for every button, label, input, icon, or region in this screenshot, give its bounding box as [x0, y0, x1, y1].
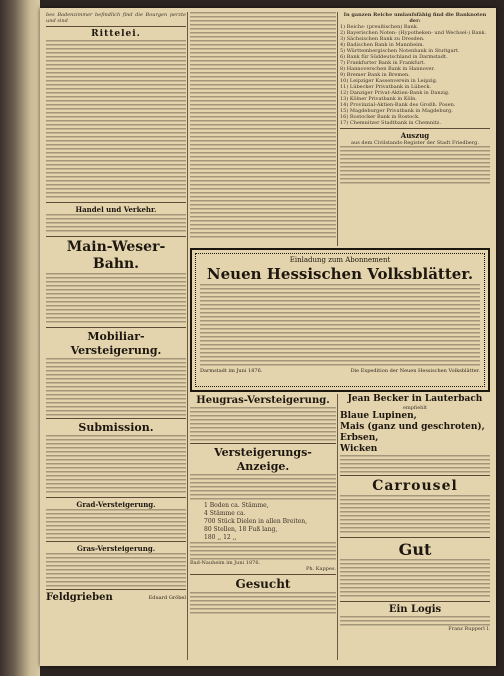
banknote-list-item: 2) Bayerischen Noten- (Hypotheken- und Wechsel-) Bank. — [340, 30, 487, 36]
newspaper-page — [40, 8, 496, 666]
banknote-list-item: 4) Badischen Bank in Mannheim. — [340, 42, 425, 48]
invitation-subtitle: Neuen Hessischen Volksblätter. — [206, 265, 474, 283]
ad-text — [46, 273, 186, 325]
ad-place-date: Bad-Nauheim im Juni 1876. — [190, 560, 261, 566]
book-binding — [0, 0, 40, 676]
invitation-text — [200, 284, 480, 366]
ad-heugras: Heugras-Versteigerung. — [196, 395, 330, 406]
column-right-bottom — [340, 394, 490, 660]
banknote-list-item: 14) Provinzial-Aktien-Bank des Großh. Posen. — [340, 102, 456, 108]
ad-gut: Gut — [398, 540, 432, 559]
ad-text — [46, 435, 186, 495]
product-line: Wicken — [340, 444, 378, 454]
product-line: Blaue Lupinen, — [340, 411, 417, 421]
ad-feldgrieben: Feldgrieben — [46, 592, 113, 603]
banknote-list-item: 8) Hannoverschen Bank in Hannover. — [340, 66, 435, 72]
invitation-date: Darmstadt im Juni 1876. — [200, 368, 263, 374]
auction-item: 4 Stämme ca. — [204, 510, 246, 517]
ad-text — [340, 559, 490, 599]
ad-text — [190, 542, 336, 560]
ad-grad: Grad-Versteigerung. — [76, 500, 156, 509]
banknote-list — [340, 24, 490, 126]
ad-text — [190, 592, 336, 616]
column-middle-bottom — [190, 394, 336, 660]
banknote-list-item: 6) Bank für Süddeutschland in Darmstadt. — [340, 54, 448, 60]
ad-text — [46, 509, 186, 539]
invitation-title: Einladung zum Abonnement — [289, 256, 391, 264]
civil-register-title: Auszug — [400, 131, 430, 140]
auction-item: 80 Stellen, 18 Fuß lang, — [204, 526, 278, 533]
ad-jean-becker: Jean Becker in Lauterbach — [347, 394, 483, 404]
civil-register-subtitle: aus dem Civilstands-Register der Stadt Friedberg. — [351, 140, 479, 146]
ad-carrousel: Carrousel — [372, 478, 458, 494]
auction-items — [190, 502, 336, 542]
ad-text — [46, 553, 186, 587]
ad-gras: Gras-Versteigerung. — [76, 544, 156, 553]
section-title-trade: Handel und Verkehr. — [75, 205, 157, 214]
banknote-list-item: 13) Kölner Privatbank in Köln. — [340, 96, 417, 102]
invitation-signer: Die Expedition der Neuen Hessischen Volksblätter. — [350, 368, 480, 374]
ad-logis: Ein Logis — [388, 604, 442, 615]
banknote-heading: In ganzen Reiche umlaufsfähig find die Banknoten der: — [343, 12, 487, 24]
civil-register-text — [340, 146, 490, 186]
auction-item: 180 ,, 12 ,, — [204, 534, 237, 541]
banknote-list-item: 10) Leipziger Kassenverein in Leipzig. — [340, 78, 438, 84]
ad-text — [46, 358, 186, 416]
subscription-invitation-box — [190, 248, 490, 392]
auction-item: 700 Stück Dielen in allen Breiten, — [204, 518, 308, 525]
banknote-list-item: 7) Frankfurter Bank in Frankfurt. — [340, 60, 426, 66]
banknote-list-item: 15) Magdeburger Privatbank in Magdeburg. — [340, 108, 453, 114]
market-prices-text — [190, 12, 336, 238]
ad-feldgrieben-signer: Eduard Gröbel — [148, 594, 186, 601]
article-text — [46, 40, 186, 200]
banknote-list-item: 16) Rostocker Bank in Rostock. — [340, 114, 420, 120]
auction-item: 1 Boden ca. Stämme, — [204, 502, 269, 509]
product-list — [340, 411, 490, 455]
ad-text — [340, 616, 490, 626]
column-middle-top — [190, 12, 336, 246]
banknote-list-item: 11) Lübecker Privatbank in Lübeck. — [340, 84, 432, 90]
ad-jean-becker-sub: empfiehlt — [402, 405, 428, 411]
banknote-list-item: 1) Reichs- (preußischen) Bank. — [340, 24, 419, 30]
ad-gesucht: Gesucht — [235, 577, 291, 591]
ad-text — [340, 455, 490, 473]
column-left — [46, 12, 186, 660]
banknote-list-item: 3) Sächsischen Bank zu Dresden. — [340, 36, 425, 42]
ad-text — [190, 407, 336, 441]
product-line: Erbsen, — [340, 433, 379, 443]
ad-versteigerung: Versteigerungs-Anzeige. — [214, 446, 312, 473]
ad-submission: Submission. — [78, 421, 154, 434]
ad-text — [190, 474, 336, 502]
ad-text — [340, 495, 490, 535]
product-line: Mais (ganz und geschroten), — [340, 422, 485, 432]
banknote-list-item: 5) Württembergischen Notenbank in Stuttgart. — [340, 48, 460, 54]
ad-main-weser-bahn: Main-Weser-Bahn. — [66, 239, 166, 272]
trade-text — [46, 214, 186, 234]
ad-mobiliar: Mobiliar-Versteigerung. — [70, 330, 162, 357]
ad-logis-signer: Franz Rupperl I. — [448, 626, 490, 632]
banknote-list-item: 12) Danziger Privat-Aktien-Bank in Danzig. — [340, 90, 450, 96]
section-title-misc: Rittelei. — [91, 29, 141, 39]
banknote-list-item: 17) Chemnitzer Stadtbank in Chemnitz. — [340, 120, 441, 126]
intro-line: bes Badenzimmer befindlich find die Bourgen perzte und sind — [46, 12, 186, 24]
banknote-list-item: 9) Bremer Bank in Bremen. — [340, 72, 410, 78]
column-right-top — [340, 12, 490, 246]
ad-signer: Ph. Kappes. — [306, 566, 336, 572]
